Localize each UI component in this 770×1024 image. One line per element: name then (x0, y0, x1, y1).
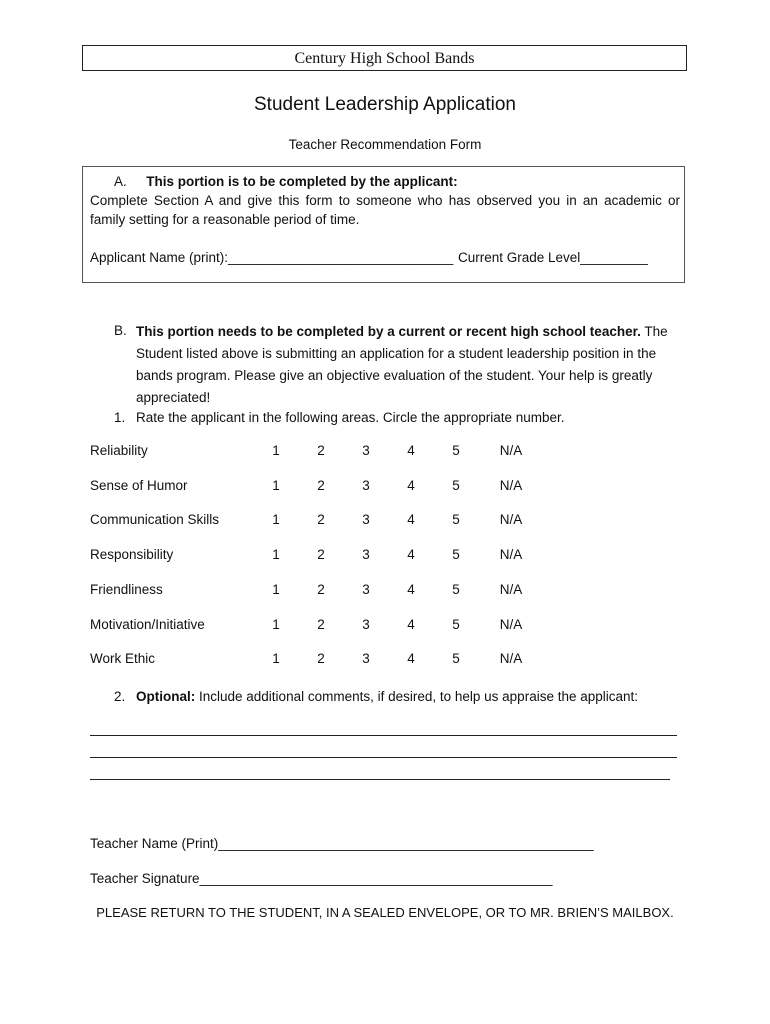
school-name: Century High School Bands (294, 50, 475, 67)
rating-option[interactable]: 5 (452, 443, 460, 458)
teacher-signature-field[interactable]: Teacher Signature_______________________________________________ (90, 871, 553, 886)
rating-option[interactable]: 1 (272, 478, 280, 493)
rating-option-na[interactable]: N/A (499, 651, 523, 666)
rating-row (0, 651, 770, 671)
rating-label: Communication Skills (90, 512, 220, 527)
section-b-body: The Student listed above is submitting an application for a student leadership position in the bands program. Please give an objective evaluation of the student. Your help is greatly appreciated! (136, 324, 668, 405)
rating-option[interactable]: 4 (407, 478, 415, 493)
rating-option-na[interactable]: N/A (499, 443, 523, 458)
rating-label: Reliability (90, 443, 148, 458)
question-1-text: Rate the applicant in the following areas. Circle the appropriate number. (136, 410, 565, 425)
rating-option[interactable]: 1 (272, 443, 280, 458)
comment-line[interactable] (90, 735, 677, 736)
teacher-name-field[interactable]: Teacher Name (Print)__________________________________________________ (90, 836, 594, 851)
optional-label: Optional: (136, 689, 196, 704)
rating-row (0, 617, 770, 637)
section-a-heading-text: This portion is to be completed by the applicant: (146, 174, 458, 189)
rating-option-na[interactable]: N/A (499, 617, 523, 632)
rating-option[interactable]: 4 (407, 512, 415, 527)
rating-option-na[interactable]: N/A (499, 582, 523, 597)
grade-level-field[interactable]: Current Grade Level_________ (458, 250, 648, 265)
rating-option[interactable]: 3 (362, 443, 370, 458)
rating-option[interactable]: 2 (317, 582, 325, 597)
return-instructions: PLEASE RETURN TO THE STUDENT, IN A SEALED ENVELOPE, OR TO MR. BRIEN’S MAILBOX. (96, 905, 674, 920)
rating-option[interactable]: 4 (407, 547, 415, 562)
rating-option[interactable]: 2 (317, 478, 325, 493)
rating-option[interactable]: 1 (272, 547, 280, 562)
rating-option-na[interactable]: N/A (499, 547, 523, 562)
rating-option[interactable]: 4 (407, 651, 415, 666)
rating-option[interactable]: 1 (272, 651, 280, 666)
section-b-paragraph (136, 321, 676, 409)
rating-label: Motivation/Initiative (90, 617, 205, 632)
rating-option[interactable]: 2 (317, 512, 325, 527)
question-2-number: 2. (114, 689, 126, 704)
rating-row (0, 478, 770, 498)
rating-option[interactable]: 4 (407, 617, 415, 632)
rating-option[interactable]: 4 (407, 582, 415, 597)
comment-line[interactable] (90, 779, 670, 780)
rating-option[interactable]: 1 (272, 512, 280, 527)
rating-option-na[interactable]: N/A (499, 512, 523, 527)
rating-option[interactable]: 3 (362, 582, 370, 597)
question-2-prompt: Include additional comments, if desired, to help us appraise the applicant: (195, 689, 639, 704)
comment-line[interactable] (90, 757, 677, 758)
rating-label: Work Ethic (90, 651, 156, 666)
rating-option[interactable]: 2 (317, 651, 325, 666)
rating-row (0, 547, 770, 567)
rating-option[interactable]: 5 (452, 582, 460, 597)
rating-option[interactable]: 3 (362, 512, 370, 527)
rating-option[interactable]: 3 (362, 651, 370, 666)
rating-option[interactable]: 4 (407, 443, 415, 458)
page-subtitle: Teacher Recommendation Form (288, 137, 482, 152)
rating-option[interactable]: 5 (452, 478, 460, 493)
rating-option[interactable]: 3 (362, 617, 370, 632)
rating-option[interactable]: 5 (452, 547, 460, 562)
rating-option[interactable]: 3 (362, 478, 370, 493)
rating-label: Responsibility (90, 547, 174, 562)
rating-row (0, 512, 770, 532)
rating-option[interactable]: 5 (452, 512, 460, 527)
rating-option[interactable]: 1 (272, 617, 280, 632)
page-title: Student Leadership Application (254, 94, 516, 115)
rating-option[interactable]: 5 (452, 617, 460, 632)
rating-option[interactable]: 2 (317, 443, 325, 458)
section-a-heading (114, 172, 458, 191)
rating-row (0, 443, 770, 463)
school-header (82, 45, 687, 71)
section-a-instructions: Complete Section A and give this form to someone who has observed you in an academic or family setting for a reasonable period of time. (90, 193, 680, 227)
rating-option[interactable]: 2 (317, 547, 325, 562)
question-1-number: 1. (114, 410, 126, 425)
section-b-heading: This portion needs to be completed by a current or recent high school teacher. (136, 324, 641, 339)
question-2-text (136, 687, 638, 706)
section-a-letter: A. (114, 174, 127, 189)
rating-option[interactable]: 1 (272, 582, 280, 597)
rating-option[interactable]: 3 (362, 547, 370, 562)
applicant-name-field[interactable]: Applicant Name (print):______________________________ (90, 250, 454, 265)
rating-row (0, 582, 770, 602)
rating-option[interactable]: 5 (452, 651, 460, 666)
rating-option-na[interactable]: N/A (499, 478, 523, 493)
rating-label: Sense of Humor (90, 478, 188, 493)
section-b-letter: B. (114, 323, 127, 338)
rating-label: Friendliness (90, 582, 163, 597)
rating-option[interactable]: 2 (317, 617, 325, 632)
